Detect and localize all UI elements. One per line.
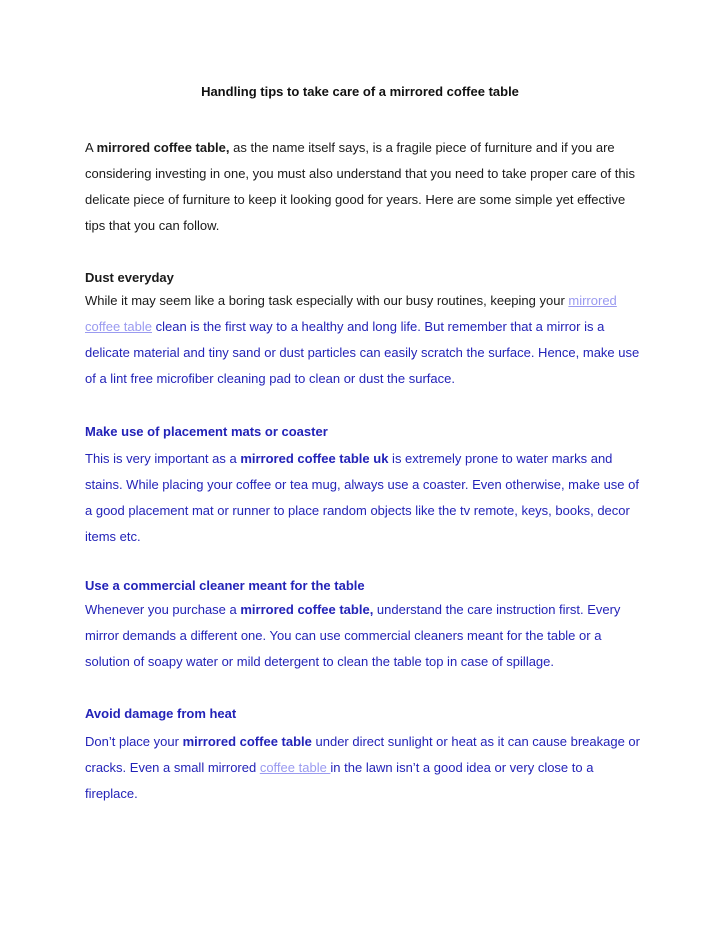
section-heading-placement-mats: Make use of placement mats or coaster <box>85 424 328 439</box>
dust-text-a: While it may seem like a boring task especially with our busy routines, keeping your <box>85 293 569 308</box>
intro-lead: A <box>85 140 97 155</box>
heat-text-c: in the lawn isn’t a good idea or very close to a fireplace. <box>85 760 594 801</box>
section-paragraph-dust <box>85 288 641 392</box>
cleaner-bold-keyword: mirrored coffee table, <box>240 602 374 617</box>
section-paragraph-placement-mats <box>85 446 641 550</box>
dust-text-b: clean is the first way to a healthy and long life. But remember that a mirror is a delicate material and tiny sand or dust particles can easily scratch the surface. Hence, make use of a lint free microfiber cleaning pad to clean or dust the surface. <box>85 319 640 386</box>
mats-text-a: This is very important as a <box>85 451 241 466</box>
cleaner-text-b: understand the care instruction first. Every mirror demands a different one. You can use commercial cleaners meant for the table or a solution of soapy water or mild detergent to clean the table top in case of spillage. <box>85 602 621 669</box>
section-paragraph-heat <box>85 729 641 807</box>
section-heading-commercial-cleaner: Use a commercial cleaner meant for the table <box>85 578 365 593</box>
section-heading-heat: Avoid damage from heat <box>85 706 237 721</box>
intro-bold-keyword: mirrored coffee table, <box>96 140 230 155</box>
mats-bold-keyword: mirrored coffee table uk <box>240 451 389 466</box>
intro-paragraph <box>85 135 641 239</box>
coffee-table-link[interactable]: coffee table <box>259 760 331 775</box>
mats-text-b: is extremely prone to water marks and stains. While placing your coffee or tea mug, always use a coaster. Even otherwise, make use of a good placement mat or runner to place random objects like the tv remote, keys, books, decor items etc. <box>85 451 639 544</box>
intro-text: as the name itself says, is a fragile piece of furniture and if you are considering investing in one, you must also understand that you need to take proper care of this delicate piece of furniture to keep it looking good for years. Here are some simple yet effective tips that you can follow. <box>85 140 635 233</box>
section-paragraph-commercial-cleaner <box>85 597 641 675</box>
heat-bold-keyword: mirrored coffee table <box>182 734 312 749</box>
document-title: Handling tips to take care of a mirrored coffee table <box>201 84 519 99</box>
mirrored-coffee-table-link[interactable]: mirrored coffee table <box>85 293 617 334</box>
section-heading-dust: Dust everyday <box>85 270 174 285</box>
heat-text-a: Don’t place your <box>85 734 183 749</box>
heat-text-b: under direct sunlight or heat as it can cause breakage or cracks. Even a small mirrored <box>85 734 640 775</box>
cleaner-text-a: Whenever you purchase a <box>85 602 241 617</box>
